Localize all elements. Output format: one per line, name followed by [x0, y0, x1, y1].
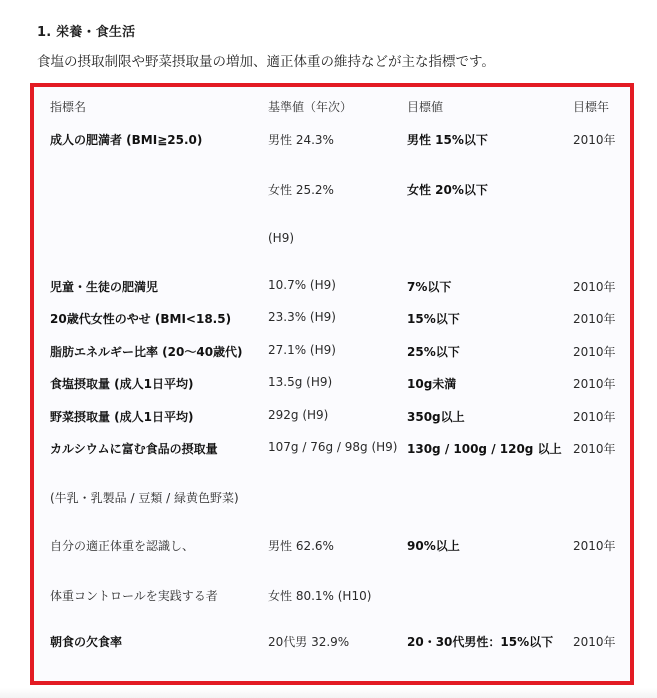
table-row-baseline: 10.7% (H9) — [268, 278, 336, 292]
column-header-baseline: 基準値（年次） — [268, 100, 353, 114]
table-row-baseline: 女性 25.2% — [268, 183, 334, 197]
table-row-name: 朝食の欠食率 — [50, 635, 123, 649]
table-row-target: 90%以上 — [407, 539, 460, 553]
table-row-name: カルシウムに富む食品の摂取量 — [50, 442, 218, 456]
table-row-name: 児童・生徒の肥満児 — [50, 280, 159, 294]
table-row-name: 脂肪エネルギー比率 (20〜40歳代) — [50, 345, 243, 359]
table-row-target: 130g / 100g / 120g 以上 — [407, 442, 562, 456]
page-fade — [0, 688, 657, 698]
table-row-target: 10g未満 — [407, 377, 457, 391]
table-row-year: 2010年 — [573, 442, 616, 456]
table-row-baseline: (H9) — [268, 231, 295, 245]
table-row-baseline: 男性 62.6% — [268, 539, 334, 553]
table-row-baseline: 292g (H9) — [268, 408, 329, 422]
column-header-target: 目標値 — [407, 100, 444, 114]
table-row-baseline: 23.3% (H9) — [268, 310, 336, 324]
table-row-name: 自分の適正体重を認識し、 — [50, 539, 195, 553]
table-row-year: 2010年 — [573, 345, 616, 359]
table-row-year: 2010年 — [573, 635, 616, 649]
table-row-baseline: 女性 80.1% (H10) — [268, 589, 372, 603]
table-row-target: 女性 20%以下 — [407, 183, 488, 197]
table-row-year: 2010年 — [573, 410, 616, 424]
section-heading: 1. 栄養・食生活 — [37, 25, 136, 40]
table-row-target: 20・30代男性：15%以下 — [407, 635, 554, 649]
table-row-target: 15%以下 — [407, 312, 460, 326]
table-row-year: 2010年 — [573, 539, 616, 553]
table-row-target: 25%以下 — [407, 345, 460, 359]
table-row-name: 成人の肥満者 (BMI≧25.0) — [50, 133, 203, 147]
indicator-table — [30, 83, 634, 685]
table-row-name: 体重コントロールを実践する者 — [50, 589, 218, 603]
column-header-year: 目標年 — [573, 100, 610, 114]
table-row-target: 7%以下 — [407, 280, 452, 294]
table-row-baseline: 107g / 76g / 98g (H9) — [268, 440, 398, 454]
table-row-name: 食塩摂取量 (成人1日平均) — [50, 377, 194, 391]
section-intro: 食塩の摂取制限や野菜摂取量の増加、適正体重の維持などが主な指標です。 — [37, 54, 495, 70]
table-row-year: 2010年 — [573, 377, 616, 391]
column-header-name: 指標名 — [50, 100, 87, 114]
table-row-name: 野菜摂取量 (成人1日平均) — [50, 410, 194, 424]
table-row-name: (牛乳・乳製品 / 豆類 / 緑黄色野菜) — [50, 491, 239, 505]
table-row-name: 20歳代女性のやせ (BMI<18.5) — [50, 312, 232, 326]
table-row-target: 350g以上 — [407, 410, 465, 424]
table-row-baseline: 男性 24.3% — [268, 133, 334, 147]
table-row-year: 2010年 — [573, 312, 616, 326]
table-row-baseline: 27.1% (H9) — [268, 343, 336, 357]
table-row-year: 2010年 — [573, 133, 616, 147]
table-row-target: 男性 15%以下 — [407, 133, 488, 147]
table-row-baseline: 13.5g (H9) — [268, 375, 333, 389]
table-row-baseline: 20代男 32.9% — [268, 635, 350, 649]
table-row-year: 2010年 — [573, 280, 616, 294]
